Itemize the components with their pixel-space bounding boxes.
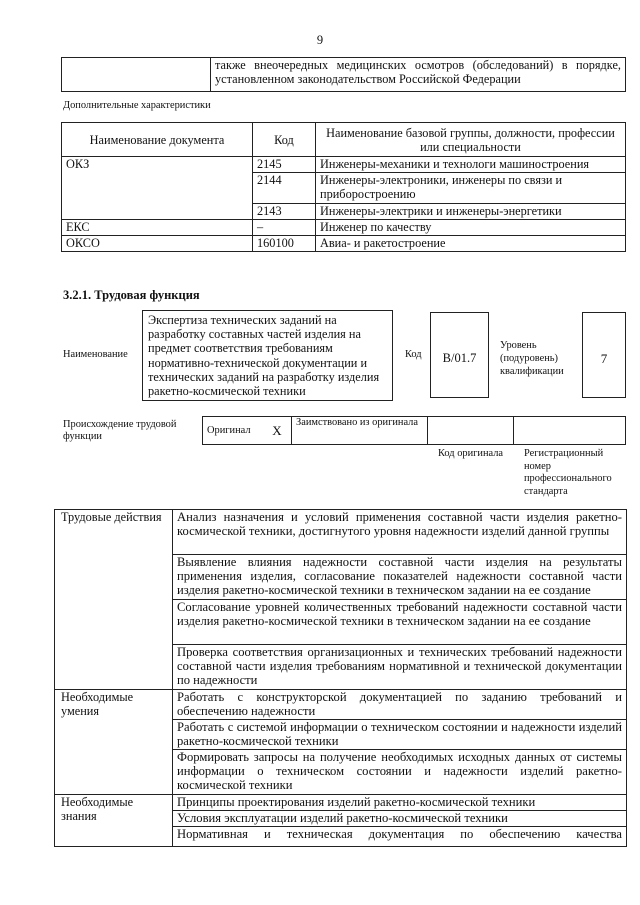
list-item: Нормативная и техническая документация по обеспечению качества [173, 827, 627, 847]
additional-table [61, 122, 626, 252]
actions-label: Трудовые действия [55, 510, 173, 690]
list-item: Анализ назначения и условий применения составной части изделия ракетно-космической техники, достигнутого уровня надежности изделий данной группы [173, 510, 627, 555]
list-item: Согласование уровней количественных требований надежности составной части изделия ракетно-космической техники в техническом задании на ее создание [173, 600, 627, 645]
cell-name: Инженеры-электроники, инженеры по связи и приборостроению [316, 173, 626, 204]
list-item: Проверка соответствия организационных и технических требований надежности составной части изделия требованиям нормативной и технической документации по надежности [173, 645, 627, 690]
skills-label: Необходимые умения [55, 690, 173, 795]
cell-name: Авиа- и ракетостроение [316, 236, 626, 252]
cell-code: 2143 [253, 204, 316, 220]
origin-code-label: Код оригинала [438, 448, 504, 459]
cell-code: – [253, 220, 316, 236]
page-number: 9 [316, 33, 324, 47]
code-label: Код [405, 349, 422, 360]
knowledge-label: Необходимые знания [55, 795, 173, 847]
cell-name: Инженеры-электрики и инженеры-энергетики [316, 204, 626, 220]
name-label: Наименование [63, 349, 128, 360]
table-row [62, 157, 626, 173]
original-label: Оригинал [203, 417, 264, 445]
cell-code: 2144 [253, 173, 316, 204]
cell-name: Инженер по качеству [316, 220, 626, 236]
list-item: Условия эксплуатации изделий ракетно-космической техники [173, 811, 627, 827]
header-doc: Наименование документа [62, 123, 253, 157]
continuation-text: также внеочередных медицинских осмотров (обследований) в порядке, установленном законодательством Российской Федерации [211, 58, 626, 92]
function-code-box: B/01.7 [430, 312, 489, 398]
borrowed-label: Заимствовано из оригинала [292, 417, 428, 445]
header-code: Код [253, 123, 316, 157]
list-item: Принципы проектирования изделий ракетно-космической техники [173, 795, 627, 811]
table-row [62, 220, 626, 236]
details-table [54, 509, 627, 847]
additional-title: Дополнительные характеристики [63, 100, 211, 111]
reg-number-label: Регистрационный номер профессионального стандарта [524, 448, 612, 497]
cell-doc: ОКЗ [62, 157, 253, 220]
origin-label: Происхождение трудовой функции [63, 419, 177, 442]
list-item: Выявление влияния надежности составной части изделия на результаты применения изделия, согласование показателей надежности составной части изделия ракетно-космической техники в техническом задании на ее создание [173, 555, 627, 600]
list-item: Работать с конструкторской документацией по заданию требований и обеспечению надежности [173, 690, 627, 720]
cell-code: 2145 [253, 157, 316, 173]
list-item: Формировать запросы на получение необходимых исходных данных от системы информации о техническом состоянии и надежности изделий ракетно-космической техники [173, 750, 627, 795]
list-item: Работать с системой информации о техническом состоянии и надежности изделий ракетно-космической техники [173, 720, 627, 750]
level-box: 7 [582, 312, 626, 398]
cell-code: 160100 [253, 236, 316, 252]
original-mark: X [263, 417, 292, 445]
function-name-box: Экспертиза технических заданий на разработку составных частей изделия на предмет соответствия требованиям нормативно-технической документации и технических заданий на разработку изделия ракетно-космической техники [142, 310, 393, 401]
level-label: Уровень (подуровень) квалификации [500, 340, 564, 377]
table-row [62, 236, 626, 252]
continuation-table [61, 57, 626, 92]
header-name: Наименование базовой группы, должности, профессии или специальности [316, 123, 626, 157]
cell-name: Инженеры-механики и технологи машиностроения [316, 157, 626, 173]
function-heading: 3.2.1. Трудовая функция [63, 288, 200, 302]
cell-doc: ОКСО [62, 236, 253, 252]
cell-doc: ЕКС [62, 220, 253, 236]
origin-table [202, 416, 626, 445]
